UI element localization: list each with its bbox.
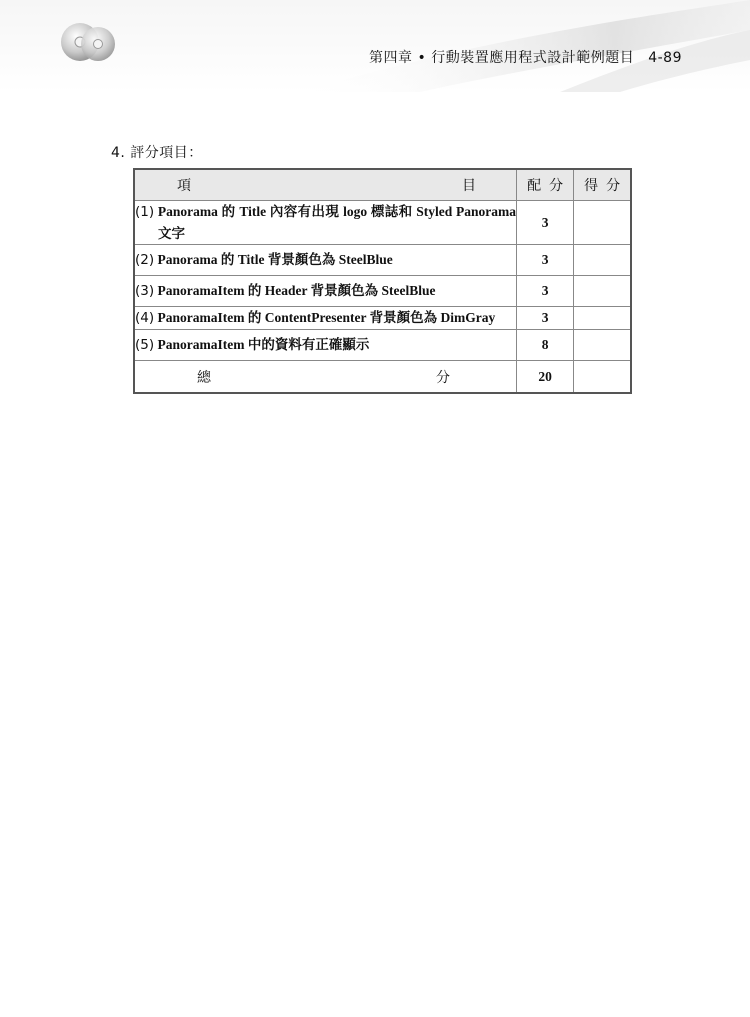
row-points: 3	[517, 307, 574, 330]
row-score	[574, 201, 631, 245]
chapter-title: 第四章 • 行動裝置應用程式設計範例題目	[369, 50, 635, 66]
row-text: Panorama 的 Title 內容有出現 logo 標誌和 Styled Panorama 文字	[157, 204, 517, 241]
row-item	[134, 276, 517, 307]
row-item	[134, 330, 517, 361]
row-score	[574, 330, 631, 361]
row-item	[134, 307, 517, 330]
row-score	[574, 307, 631, 330]
table-row	[134, 201, 631, 245]
row-text: PanoramaItem 中的資料有正確顯示	[157, 337, 370, 352]
row-points: 8	[517, 330, 574, 361]
row-points: 3	[517, 276, 574, 307]
table-row	[134, 245, 631, 276]
table-row	[134, 307, 631, 330]
running-head	[369, 47, 682, 67]
row-points: 3	[517, 201, 574, 245]
total-row	[134, 361, 631, 394]
row-score	[574, 276, 631, 307]
total-score	[574, 361, 631, 394]
row-text: PanoramaItem 的 Header 背景顏色為 SteelBlue	[157, 283, 436, 298]
row-number: (4)	[135, 310, 155, 326]
total-label-left: 總	[197, 369, 211, 386]
header-points-label: 配分	[527, 178, 572, 194]
row-item	[134, 245, 517, 276]
row-item	[134, 201, 517, 245]
table-header-row	[134, 169, 631, 201]
scoring-table	[133, 168, 632, 394]
header-item-left: 項	[177, 178, 191, 194]
row-number: (1)	[135, 204, 155, 220]
row-number: (3)	[135, 283, 155, 299]
page-number: 4-89	[648, 50, 682, 66]
total-points: 20	[517, 361, 574, 394]
header-item-right: 目	[462, 178, 477, 194]
section-title: 4. 評分項目：	[111, 145, 203, 161]
row-number: (2)	[135, 252, 155, 268]
total-label	[134, 361, 517, 394]
header-score-label: 得分	[584, 178, 629, 194]
row-text: PanoramaItem 的 ContentPresenter 背景顏色為 DimGray	[157, 310, 496, 325]
table-row	[134, 276, 631, 307]
row-score	[574, 245, 631, 276]
header-score	[574, 169, 631, 201]
row-number: (5)	[135, 337, 155, 353]
row-text: Panorama 的 Title 背景顏色為 SteelBlue	[157, 252, 393, 267]
row-points: 3	[517, 245, 574, 276]
table-row	[134, 330, 631, 361]
total-label-right: 分	[436, 369, 451, 386]
disc-logo-icon	[58, 18, 118, 66]
header-points	[517, 169, 574, 201]
header-item	[134, 169, 517, 201]
